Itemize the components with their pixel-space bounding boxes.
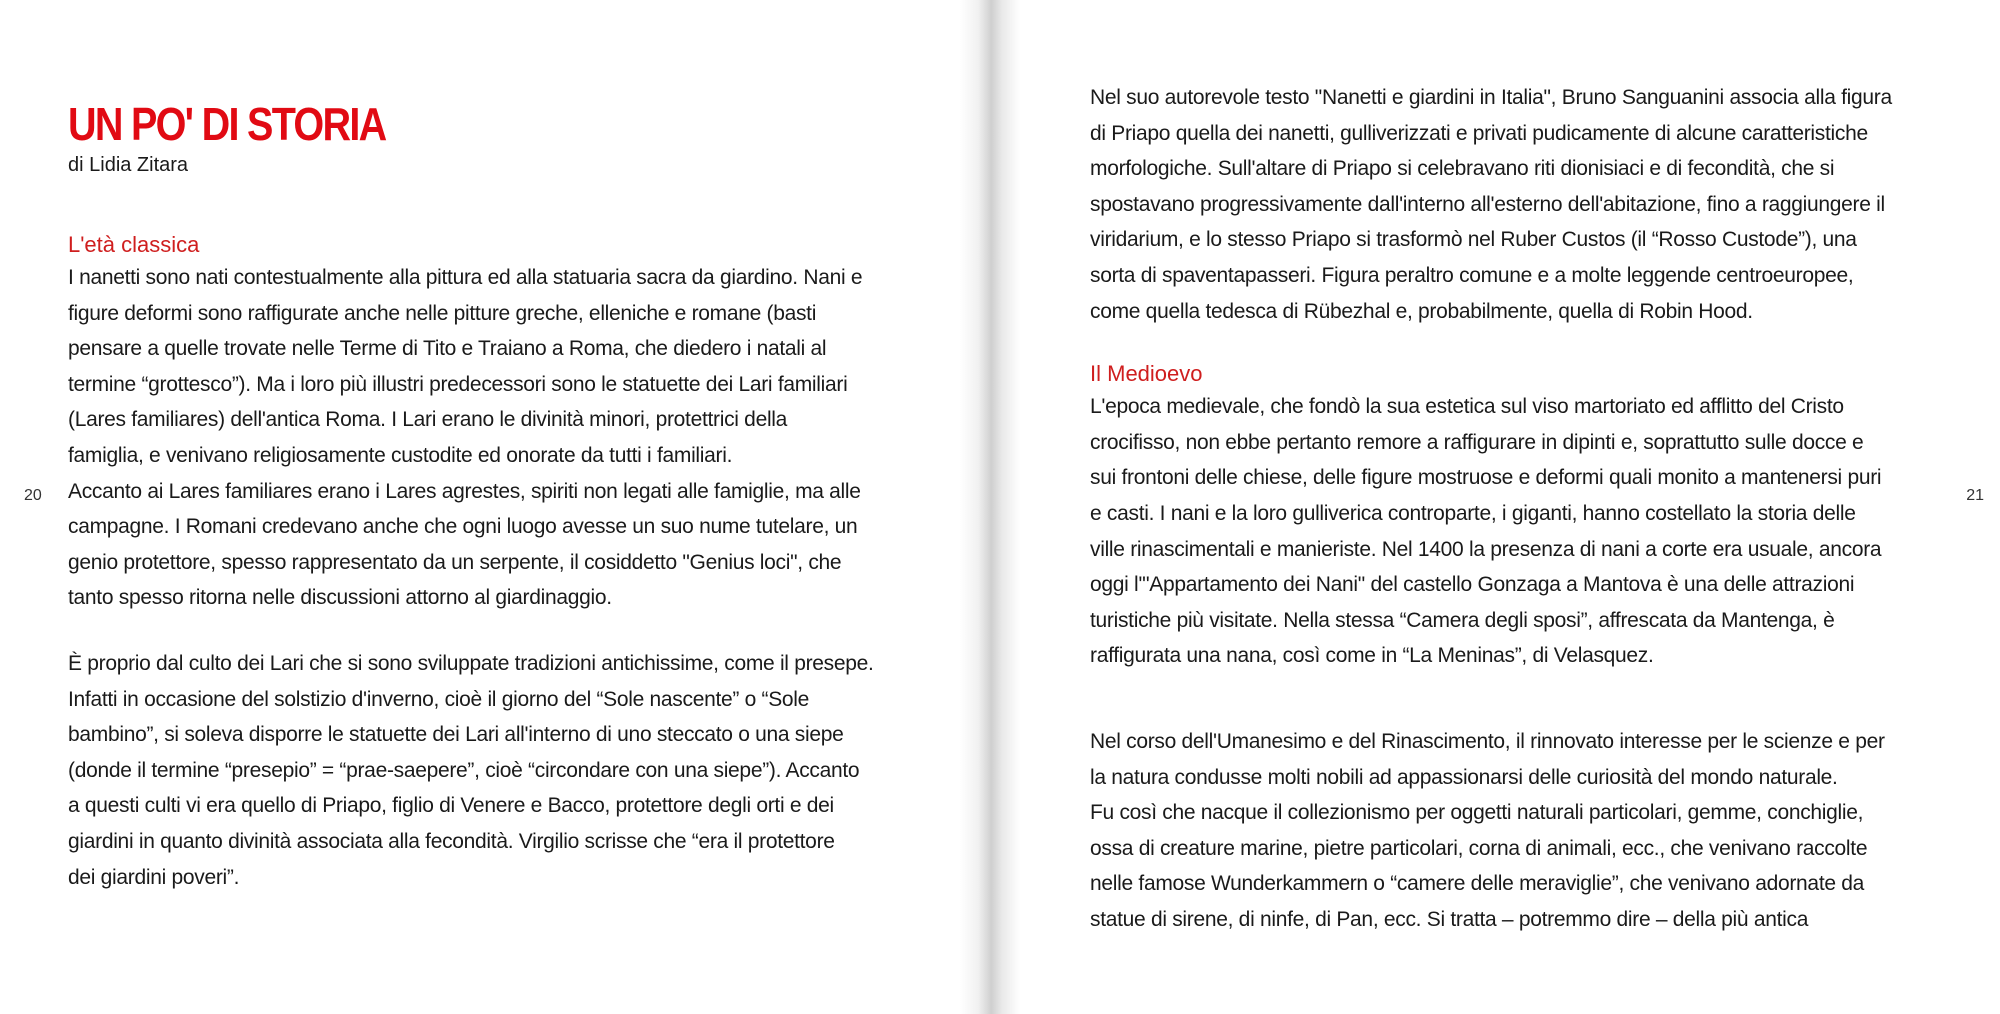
section-title-classical-age: L'età classica [68,232,200,257]
author-line: di Lidia Zitara [68,154,189,176]
paragraph-spacer [1090,329,1970,359]
paragraph-lari: I nanetti sono nati contestualmente alla pittura ed alla statuaria sacra da giardino. Nani e figure deformi sono raffigurate anche nelle pitture greche, elleniche e romane (basti pensare a quelle trovate nelle Terme di Tito e Traiano a Roma, che diedero i natali al termine “grottesco”). Ma i loro più illustri predecessori sono le statuette dei Lari familiari (Lares familiares) dell'antica Roma. I Lari erano le divinità minori, protettrici della famiglia, e venivano religiosamente custodite ed onorate da tutti i familiari. Accanto ai Lares familiares erano i Lares agrestes, spiriti non legati alle famiglie, ma alle campagne. I Romani credevano anche che ogni luogo avesse un suo nume tutelare, un genio protettore, spesso rappresentato da un serpente, il cosiddetto "Genius loci", che tanto spesso ritorna nelle discussioni attorno al giardinaggio. [68,266,863,610]
paragraph-priapo: Nel suo autorevole testo "Nanetti e giardini in Italia", Bruno Sanguanini associa alla figura di Priapo quella dei nanetti, gulliverizzati e privati pudicamente di alcune caratteristiche morfologiche. Sull'altare di Priapo si celebravano riti dionisiaci e di fecondità, che si spostavano progressivamente dall'interno all'esterno dell'abitazione, fino a raggiungere il viridarium, e lo stesso Priapo si trasformò nel Ruber Custos (il “Rosso Custode”), una sorta di spaventapasseri. Figura peraltro comune e a molte leggende centroeuropee, come quella tedesca di Rübezhal e, probabilmente, quella di Robin Hood. [1090,86,1892,323]
paragraph-presepe: È proprio dal culto dei Lari che si sono sviluppate tradizioni antichissime, come il presepe. Infatti in occasione del solstizio d'inverno, cioè il giorno del “Sole nascente” o “Sole bambino”, si soleva disporre le statuette dei Lari all'interno di uno steccato o una siepe (donde il termine “presepio” = “prae-saepere”, cioè “circondare con una siepe”). Accanto a questi culti vi era quello di Priapo, figlio di Venere e Bacco, protettore degli orti e dei giardini in quanto divinità associata alla fecondità. Virgilio scrisse che “era il protettore dei giardini poveri”. [68,651,874,889]
page-number-left: 20 [24,487,42,504]
page-title: UN PO' DI STORIA [68,98,386,150]
paragraph-spacer [68,616,938,646]
paragraph-rinascimento: Nel corso dell'Umanesimo e del Rinascimento, il rinnovato interesse per le scienze e per la natura condusse molti nobili ad appassionarsi delle curiosità del mondo naturale. Fu così che nacque il collezionismo per oggetti naturali particolari, gemme, conchiglie, ossa di creature marine, pietre particolari, corna di animali, ecc., che venivano raccolte nelle famose Wunderkammern o “camere delle meraviglie”, che venivano adornate da statue di sirene, di ninfe, di Pan, ecc. Si tratta – potremmo dire – della più antica [1090,729,1885,931]
page-number-right: 21 [1966,487,1984,504]
right-column [1090,80,1970,937]
paragraph-medioevo: L'epoca medievale, che fondò la sua estetica sul viso martoriato ed afflitto del Cristo crocifisso, non ebbe pertanto remore a raffigurare in dipinti e, soprattutto sulle docce e sui frontoni delle chiese, delle figure mostruose e deformi quali monito a mantenersi puri e casti. I nani e la loro gulliverica controparte, i giganti, hanno costellato la storia delle ville rinascimentali e manieriste. Nel 1400 la presenza di nani a corte era usuale, ancora oggi l'"Appartamento dei Nani" del castello Gonzaga a Mantova è una delle attrazioni turistiche più visitate. Nella stessa “Camera degli sposi”, affrescata da Mantenga, è raffigurata una nana, così come in “La Meninas”, di Velasquez. [1090,395,1882,668]
section-title-middle-ages: Il Medioevo [1090,361,1203,387]
paragraph-spacer [1090,674,1970,724]
left-column [68,98,938,895]
left-page [0,0,990,1014]
right-page [1010,0,2000,1014]
